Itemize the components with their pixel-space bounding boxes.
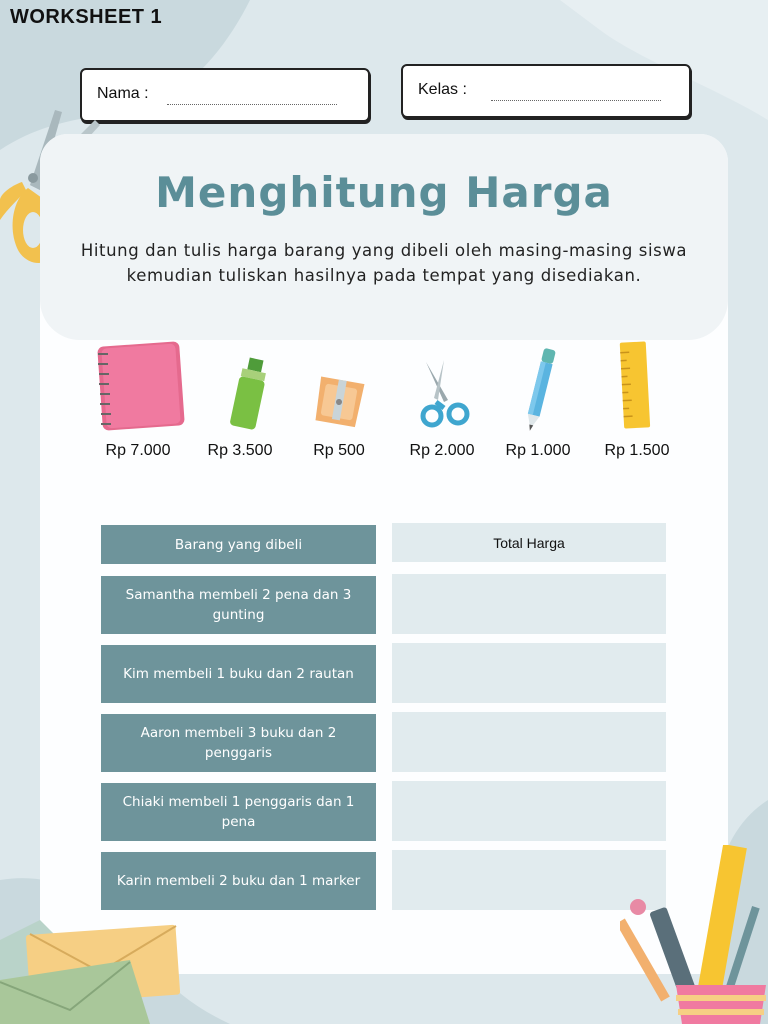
class-label: Kelas :	[418, 81, 467, 98]
name-field[interactable]	[80, 68, 370, 122]
instruction-text: Hitung dan tulis harga barang yang dibeli oleh masing-masing siswa kemudian tuliskan hasilnya pada tempat yang disediakan.	[80, 241, 688, 285]
item-price: Rp 500	[313, 442, 365, 459]
table-row-item: Chiaki membeli 1 penggaris dan 1 pena	[101, 783, 376, 841]
envelope-decoration-icon	[0, 920, 200, 1024]
class-field[interactable]	[401, 64, 691, 118]
table-row-item: Aaron membeli 3 buku dan 2 penggaris	[101, 714, 376, 772]
table-header-item: Barang yang dibeli	[101, 525, 376, 564]
marker-icon	[190, 340, 290, 440]
class-line	[491, 100, 661, 101]
table-row-item: Karin membeli 2 buku dan 1 marker	[101, 852, 376, 910]
item-price: Rp 7.000	[105, 442, 171, 459]
name-label: Nama :	[97, 85, 149, 102]
notebook-icon	[88, 340, 188, 440]
item-scissors	[392, 340, 492, 470]
item-price: Rp 1.000	[505, 442, 571, 459]
ruler-icon	[587, 340, 687, 440]
item-pen	[488, 340, 588, 470]
scissors-icon	[392, 340, 492, 440]
table-header-total: Total Harga	[392, 523, 666, 562]
table-row-total-input[interactable]	[392, 643, 666, 703]
worksheet-label: WORKSHEET 1	[10, 6, 163, 28]
item-price: Rp 1.500	[604, 442, 670, 459]
page-title: Menghitung Harga	[155, 168, 613, 217]
table-row-total-input[interactable]	[392, 574, 666, 634]
item-sharpener	[289, 340, 389, 470]
pen-icon	[488, 340, 588, 440]
table-row-total-input[interactable]	[392, 781, 666, 841]
item-price: Rp 3.500	[207, 442, 273, 459]
sharpener-icon	[289, 340, 389, 440]
item-notebook	[88, 340, 188, 470]
item-price: Rp 2.000	[409, 442, 475, 459]
table-row-item: Samantha membeli 2 pena dan 3 gunting	[101, 576, 376, 634]
table-row-item: Kim membeli 1 buku dan 2 rautan	[101, 645, 376, 703]
instruction-panel	[40, 134, 728, 340]
item-marker	[190, 340, 290, 470]
table-row-total-input[interactable]	[392, 712, 666, 772]
name-line	[167, 104, 337, 105]
item-ruler	[587, 340, 687, 470]
pencil-cup-decoration-icon	[620, 845, 768, 1024]
